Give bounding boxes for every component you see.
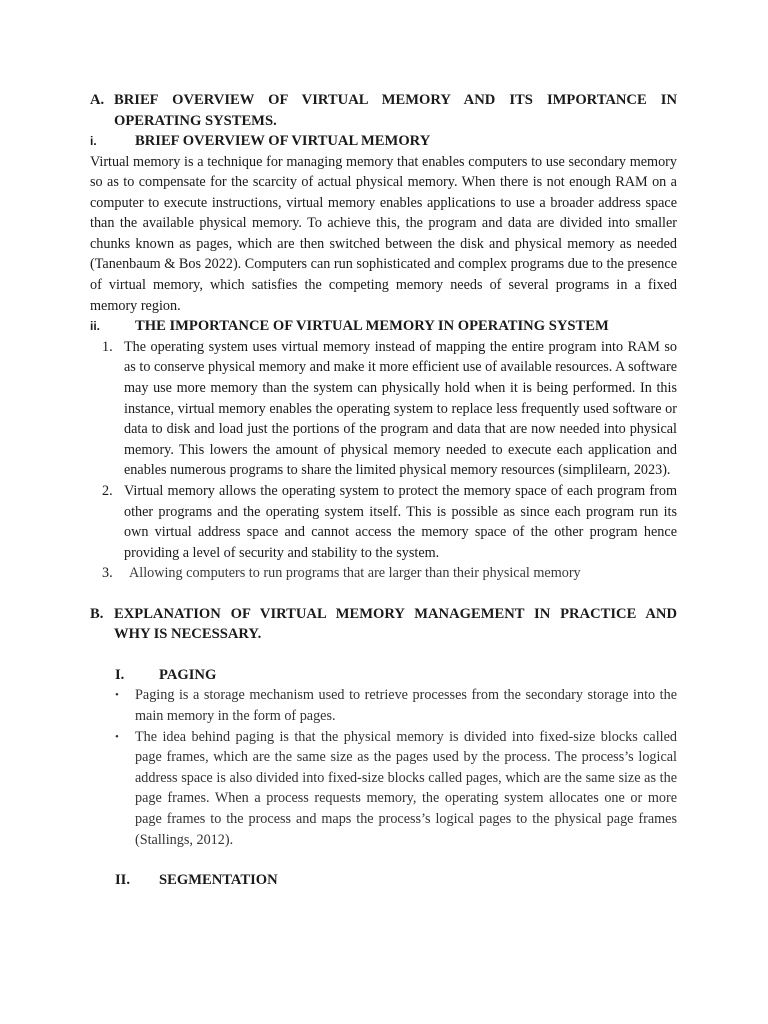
segmentation-marker: II. (115, 872, 131, 889)
paging-title: PAGING (159, 666, 217, 683)
section-b-title-line2: WHY IS NECESSARY. (114, 626, 262, 643)
list-item-text: Virtual memory allows the operating system to protect the memory space of each program from other programs and the operating system itself. This is possible as since each program run its own virtual address space and cannot access the memory space of the other program hence providing a level of security and stability to the system. (124, 482, 677, 561)
list-item-text: The idea behind paging is that the physical memory is divided into fixed-size blocks called page frames, which are the same size as the pages used by the process. The process’s logical address space is also divided into fixed-size blocks called pages, which are the same size as the page frames. When a process requests memory, the operating system allocates one or more page frames to the process and maps the process’s logical pages to the physical page frames (Stallings, 2012). (135, 728, 677, 848)
list-item (90, 563, 677, 584)
subsection-i-heading (90, 131, 677, 152)
list-item-number: 3. (102, 565, 113, 582)
list-item-text: The operating system uses virtual memory instead of mapping the entire program into RAM so as to conserve physical memory and make it more efficient use of available resources. A software may use more memory than the system can physically hold when it is being performed. In this instance, virtual memory enables the operating system to replace less frequently used software or data to disk and load just the portions of the program and data that are now needed into physical memory. This lowers the amount of physical memory needed to execute each application and enables numerous programs to share the limited physical memory resources (simplilearn, 2023). (124, 338, 677, 479)
subsection-ii-title: THE IMPORTANCE OF VIRTUAL MEMORY IN OPERATING SYSTEM (135, 318, 609, 335)
bullet-icon: • (115, 689, 119, 702)
section-a-heading (90, 90, 677, 131)
section-a-title-line1: BRIEF OVERVIEW OF VIRTUAL MEMORY AND ITS IMPORTANCE IN (114, 92, 677, 108)
list-item-text: Allowing computers to run programs that are larger than their physical memory (129, 565, 581, 582)
segmentation-title: SEGMENTATION (159, 872, 278, 889)
section-b-title-line1: EXPLANATION OF VIRTUAL MEMORY MANAGEMENT IN PRACTICE AND (114, 605, 677, 622)
list-item-number: 1. (102, 338, 113, 355)
paging-heading (90, 665, 677, 686)
virtual-memory-overview-paragraph: Virtual memory is a technique for managing memory that enables computers to use secondary memory so as to compensate for the scarcity of actual physical memory. When there is not enough RAM on a computer to execute instructions, virtual memory enables applications to use a broader address space than the available physical memory. To achieve this, the program and data are divided into smaller chunks known as pages, which are then switched between the disk and physical memory as needed (Tanenbaum & Bos 2022). Computers can run sophisticated and complex programs due to the presence of virtual memory, which satisfies the competing memory needs of several programs in a fixed memory region. (90, 153, 677, 314)
section-a-title-line2: OPERATING SYSTEMS. (114, 112, 277, 129)
subsection-ii-marker: ii. (90, 319, 101, 334)
section-a-marker: A. (90, 92, 105, 108)
list-item (90, 481, 677, 563)
subsection-ii-heading (90, 316, 677, 337)
subsection-i-title: BRIEF OVERVIEW OF VIRTUAL MEMORY (135, 133, 431, 149)
list-item (90, 337, 677, 481)
document-body (90, 90, 677, 891)
importance-list (90, 337, 677, 584)
list-item (90, 685, 677, 726)
list-item-text: Paging is a storage mechanism used to retrieve processes from the secondary storage into the main memory in the form of pages. (135, 687, 677, 724)
paging-marker: I. (115, 666, 125, 683)
section-b-heading (90, 604, 677, 645)
subsection-i-marker: i. (90, 134, 97, 148)
list-item-number: 2. (102, 482, 113, 499)
paging-bullet-list (90, 685, 677, 850)
list-item (90, 727, 677, 851)
section-b-marker: B. (90, 605, 104, 622)
bullet-icon: • (115, 730, 119, 743)
segmentation-heading (90, 870, 677, 891)
